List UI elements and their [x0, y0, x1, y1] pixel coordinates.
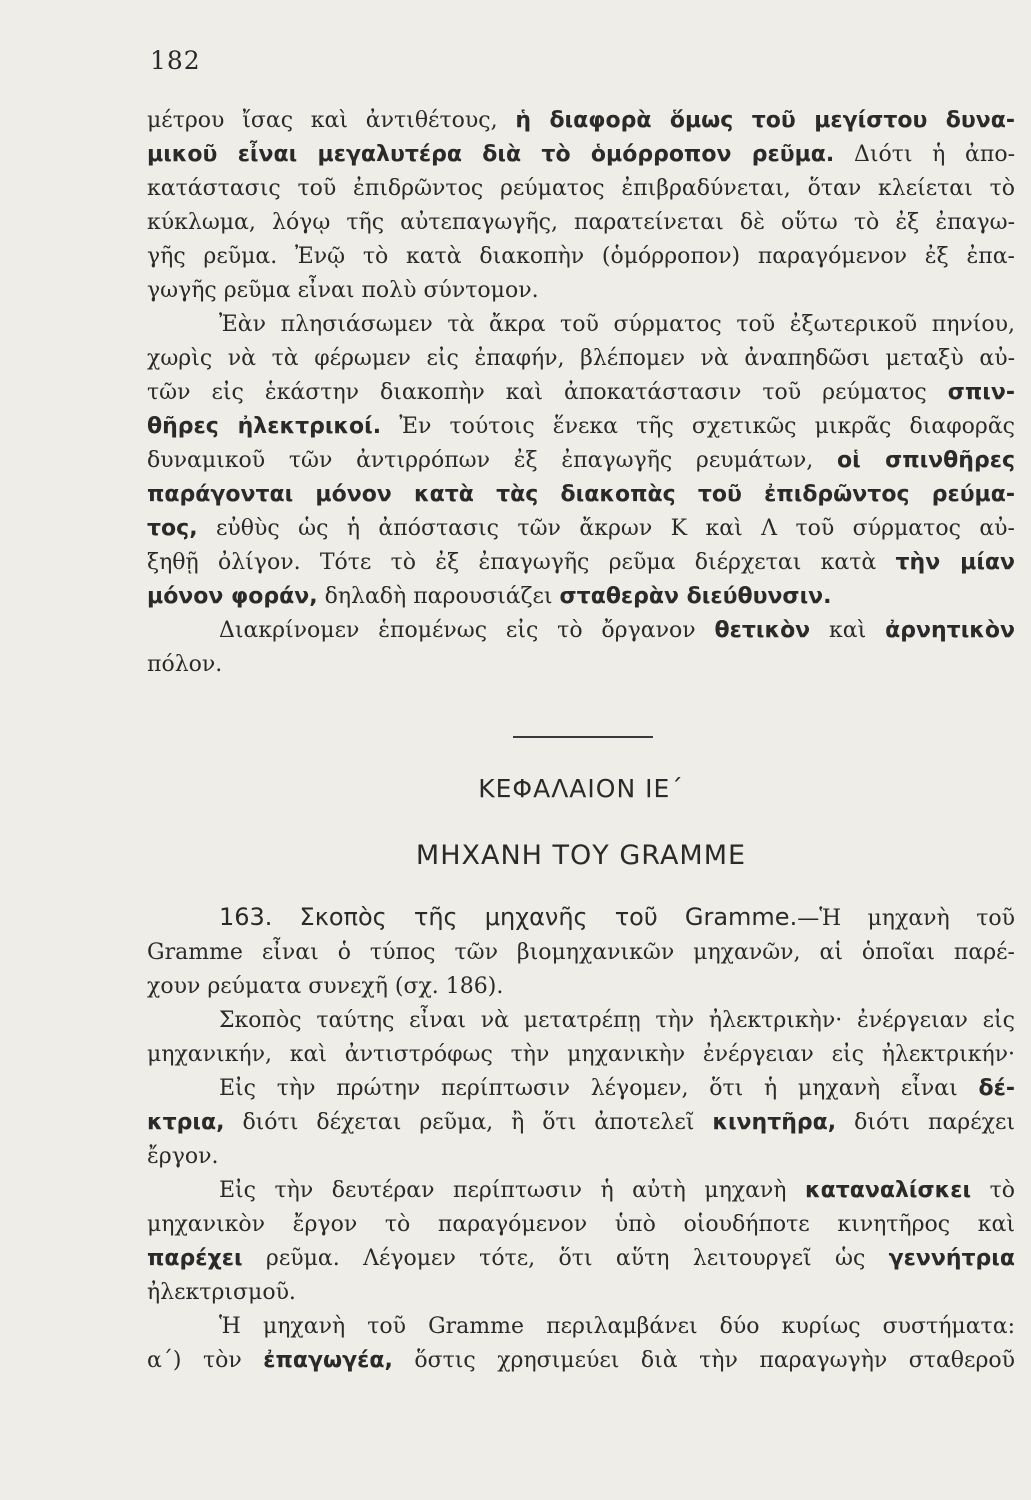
text-line: ἠλεκτρισμοῦ. [147, 1280, 296, 1305]
text-line: μόνον φοράν, δηλαδὴ παρουσιάζει σταθερὰν διεύθυνσιν. [147, 584, 832, 609]
text-line: Gramme εἶναι ὁ τύπος τῶν βιομηχανικῶν μηχανῶν, αἱ ὁποῖαι παρέ- [147, 940, 1015, 965]
text-line: κτρια, διότι δέχεται ρεῦμα, ἢ ὅτι ἀποτελεῖ κινητῆρα, διότι παρέχει [147, 1110, 1015, 1135]
text-line: κατάστασις τοῦ ἐπιδρῶντος ρεύματος ἐπιβραδύνεται, ὅταν κλείεται τὸ [147, 176, 1015, 201]
text-line: τῶν εἰς ἑκάστην διακοπὴν καὶ ἀποκατάστασιν τοῦ ρεύματος σπιν- [147, 380, 1015, 405]
text-line: ξηθῇ ὀλίγον. Τότε τὸ ἐξ ἐπαγωγῆς ρεῦμα διέρχεται κατὰ τὴν μίαν [147, 550, 1016, 575]
text-line: παρέχει ρεῦμα. Λέγομεν τότε, ὅτι αὕτη λειτουργεῖ ὡς γεννήτρια [147, 1246, 1015, 1271]
text-line: μηχανικήν, καὶ ἀντιστρόφως τὴν μηχανικὴν ἐνέργειαν εἰς ἠλεκτρικήν· [147, 1042, 1015, 1067]
chapter-title: ΜΗΧΑΝΗ ΤΟΥ GRAMME [415, 840, 747, 871]
text-line: θῆρες ἠλεκτρικοί. Ἐν τούτοις ἕνεκα τῆς σχετικῶς μικρᾶς διαφορᾶς [147, 414, 1015, 439]
text-line: μικοῦ εἶναι μεγαλυτέρα διὰ τὸ ὁμόρροπον ρεῦμα. Διότι ἡ ἀπο- [147, 142, 1015, 167]
text-line: τος, εὐθὺς ὡς ἡ ἀπόστασις τῶν ἄκρων Κ καὶ Λ τοῦ σύρματος αὐ- [147, 516, 1015, 541]
section-163 [147, 900, 1015, 1378]
section-divider [513, 736, 653, 738]
page-number: 182 [150, 46, 201, 75]
text-line: Εἰς τὴν πρώτην περίπτωσιν λέγομεν, ὅτι ἡ μηχανὴ εἶναι δέ- [219, 1076, 1015, 1101]
text-line: κύκλωμα, λόγῳ τῆς αὐτεπαγωγῆς, παρατείνεται δὲ οὕτω τὸ ἐξ ἐπαγω- [147, 210, 1015, 235]
text-line: Ἡ μηχανὴ τοῦ Gramme περιλαμβάνει δύο κυρίως συστήματα: [219, 1314, 1015, 1339]
text-line: μηχανικὸν ἔργον τὸ παραγόμενον ὑπὸ οἱουδήποτε κινητῆρος καὶ [147, 1212, 1015, 1237]
text-line: γωγῆς ρεῦμα εἶναι πολὺ σύντομον. [147, 278, 539, 303]
text-line: γῆς ρεῦμα. Ἐνῷ τὸ κατὰ διακοπὴν (ὁμόρροπον) παραγόμενον ἐξ ἐπα- [147, 244, 1015, 269]
chapter-label: ΚΕΦΑΛΑΙΟΝ ΙΕ΄ [478, 774, 684, 803]
section-heading: 163. Σκοπὸς τῆς μηχανῆς τοῦ Gramme. [219, 903, 798, 931]
main-text [147, 104, 1015, 682]
text-line: Εἰς τὴν δευτέραν περίπτωσιν ἡ αὐτὴ μηχανὴ καταναλίσκει τὸ [219, 1178, 1015, 1203]
text-line: Σκοπὸς ταύτης εἶναι νὰ μετατρέπῃ τὴν ἠλεκτρικὴν· ἐνέργειαν εἰς [219, 1008, 1015, 1033]
text-line: Διακρίνομεν ἑπομένως εἰς τὸ ὄργανον θετικὸν καὶ ἀρνητικὸν [219, 618, 1015, 643]
text-line: δυναμικοῦ τῶν ἀντιρρόπων ἐξ ἐπαγωγῆς ρευμάτων, οἱ σπινθῆρες [147, 448, 1015, 473]
text-line: ἔργον. [147, 1144, 219, 1169]
text-line: χωρὶς νὰ τὰ φέρωμεν εἰς ἐπαφήν, βλέπομεν νὰ ἀναπηδῶσι μεταξὺ αὐ- [147, 346, 1015, 371]
text-line: παράγονται μόνον κατὰ τὰς διακοπὰς τοῦ ἐπιδρῶντος ρεύμα- [147, 482, 1015, 507]
text-line: Ἐὰν πλησιάσωμεν τὰ ἄκρα τοῦ σύρματος τοῦ ἐξωτερικοῦ πηνίου, [219, 312, 1015, 337]
text-line: χουν ρεύματα συνεχῆ (σχ. 186). [147, 974, 504, 999]
section-heading-line: 163. Σκοπὸς τῆς μηχανῆς τοῦ Gramme.—Ἡ μηχανὴ τοῦ [219, 903, 1016, 931]
text-line: μέτρου ἴσας καὶ ἀντιθέτους, ἡ διαφορὰ ὅμως τοῦ μεγίστου δυνα- [147, 108, 1015, 133]
text-line: α΄) τὸν ἐπαγωγέα, ὅστις χρησιμεύει διὰ τὴν παραγωγὴν σταθεροῦ [147, 1348, 1015, 1373]
text-line: πόλον. [147, 652, 223, 677]
